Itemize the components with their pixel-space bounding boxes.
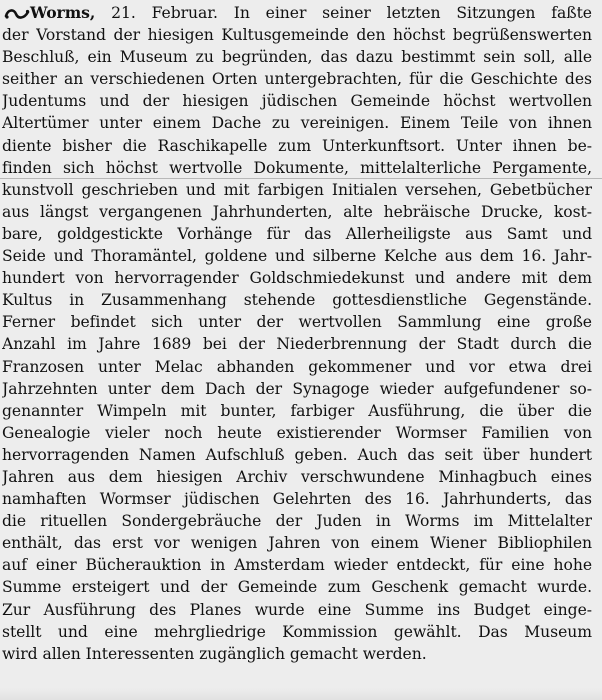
first-line-text: In einer seiner letzten Sitzungen faßte [233, 4, 592, 22]
article-line: Ferner befindet sich unter der wertvollen Sammlung eine große [2, 313, 592, 332]
article-line: Beschluß, ein Museum zu begründen, das dazu bestimmt sein soll, alle [2, 48, 592, 67]
article-line: Judentums und der hiesigen jüdischen Gemeinde höchst wertvollen [2, 92, 592, 111]
article-line: bare, goldgestickte Vorhänge für das Allerheiligste aus Samt und [2, 224, 592, 243]
article-line: hervorragenden Namen Aufschluß geben. Auch das seit über hundert [2, 445, 592, 464]
article-line: Anzahl im Jahre 1689 bei der Niederbrennung der Stadt durch die [2, 335, 592, 354]
article-line: Zur Ausführung des Planes wurde eine Summe ins Budget einge- [2, 600, 592, 619]
dateline-place: Worms, [30, 3, 96, 22]
article-line: Altertümer unter einem Dache zu vereinigen. Einem Teile von ihnen [2, 114, 592, 133]
cut-off-next-article [0, 688, 602, 700]
article-line: Kultus in Zusammenhang stehende gottesdienstliche Gegenstände. [2, 291, 592, 310]
article-line: Genealogie vieler noch heute existierender Wormser Familien von [2, 423, 592, 442]
article-first-line [2, 2, 592, 24]
article-line: diente bisher die Raschikapelle zum Unterkunftsort. Unter ihnen be- [2, 136, 592, 155]
article-body [2, 24, 592, 665]
article-line: der Vorstand der hiesigen Kultusgemeinde den höchst begrüßenswerten [2, 26, 592, 45]
article-line: Summe ersteigert und der Gemeinde zum Geschenk gemacht wurde. [2, 578, 592, 597]
article-line: hundert von hervorragender Goldschmiedekunst und andere mit dem [2, 269, 592, 288]
article-line: Seide und Thoramäntel, goldene und silberne Kelche aus dem 16. Jahr- [2, 247, 592, 266]
article [2, 2, 592, 665]
article-line: Jahrzehnten unter dem Dach der Synagoge wieder aufgefundener so- [2, 379, 592, 398]
article-line: enthält, das erst vor wenigen Jahren von einem Wiener Bibliophilen [2, 534, 592, 553]
article-line: auf einer Bücherauktion in Amsterdam wieder entdeckt, für eine hohe [2, 556, 592, 575]
article-line: finden sich höchst wertvolle Dokumente, mittelalterliche Pergamente, [2, 158, 592, 177]
article-line: seither an verschiedenen Orten untergebrachten, für die Geschichte des [2, 70, 592, 89]
article-line: Franzosen unter Melac abhanden gekommener und vor etwa drei [2, 357, 592, 376]
article-line: namhaften Wormser jüdischen Gelehrten des 16. Jahrhunderts, das [2, 490, 592, 509]
ornament-icon [4, 7, 30, 21]
article-line: kunstvoll geschrieben und mit farbigen Initialen versehen, Gebetbücher [2, 180, 592, 199]
article-line: genannter Wimpeln mit bunter, farbiger Ausführung, die über die [2, 401, 592, 420]
article-line: die rituellen Sondergebräuche der Juden in Worms im Mittelalter [2, 512, 592, 531]
article-line: stellt und eine mehrgliedrige Kommission gewählt. Das Museum [2, 622, 592, 641]
dateline-date: 21. Februar. [111, 4, 218, 22]
article-line: wird allen Interessenten zugänglich gemacht werden. [2, 644, 427, 663]
article-line: aus längst vergangenen Jahrhunderten, alte hebräische Drucke, kost- [2, 202, 592, 221]
article-line: Jahren aus dem hiesigen Archiv verschwundene Minhagbuch eines [2, 467, 592, 486]
